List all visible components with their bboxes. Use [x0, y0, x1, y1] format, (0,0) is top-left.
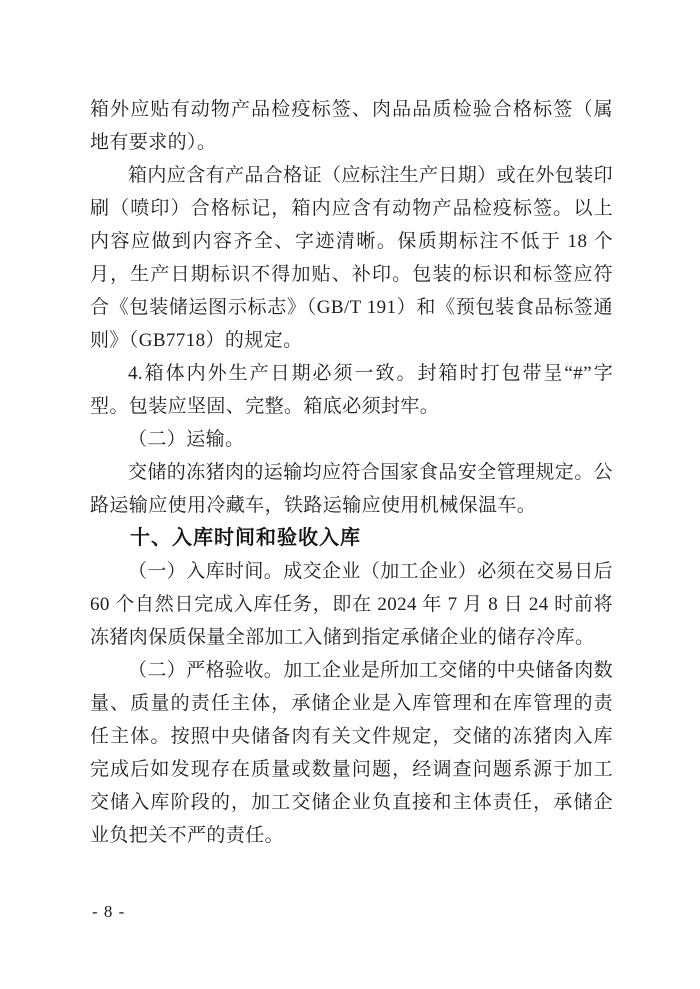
paragraph-warehousing-time: （一）入库时间。成交企业（加工企业）必须在交易日后 60 个自然日完成入库任务，即在 2024 年 7 月 8 日 24 时前将冻猪肉保质保量全部加工入储到指定承储企业的储存冷库。: [90, 561, 614, 648]
document-body: [90, 93, 613, 852]
paragraph-strict-acceptance: （二）严格验收。加工企业是所加工交储的中央储备肉数量、质量的责任主体，承储企业是入库管理和在库管理的责任主体。按照中央储备肉有关文件规定，交储的冻猪肉入库完成后如发现存在质量或数量问题，经调查问题系源于加工交储入库阶段的，加工交储企业负直接和主体责任，承储企业负把关不严的责任。: [90, 660, 614, 846]
paragraph-inner-box-certificate: 箱内应含有产品合格证（应标注生产日期）或在外包装印刷（喷印）合格标记，箱内应含有动物产品检疫标签。以上内容应做到内容齐全、字迹清晰。保质期标注不低于 18 个月，生产日期标识不得加贴、补印。包装的标识和标签应符合《包装储运图示标志》（GB/T 191）和《预包装食品标签通则》（GB7718）的规定。: [90, 165, 614, 351]
paragraph-transport-subheading: （二）运输。: [128, 429, 245, 450]
section-heading-warehousing: 十、入库时间和验收入库: [130, 527, 361, 549]
paragraph-production-date-sealing: 4.箱体内外生产日期必须一致。封箱时打包带呈“#”字型。包装应坚固、完整。箱底必须封牢。: [90, 363, 613, 417]
paragraph-transport-requirements: 交储的冻猪肉的运输均应符合国家食品安全管理规定。公路运输应使用冷藏车，铁路运输应使用机械保温车。: [90, 462, 614, 516]
paragraph-outer-box-labels: 箱外应贴有动物产品检疫标签、肉品品质检验合格标签（属地有要求的）。: [90, 99, 613, 153]
page-number: - 8 -: [92, 902, 126, 921]
